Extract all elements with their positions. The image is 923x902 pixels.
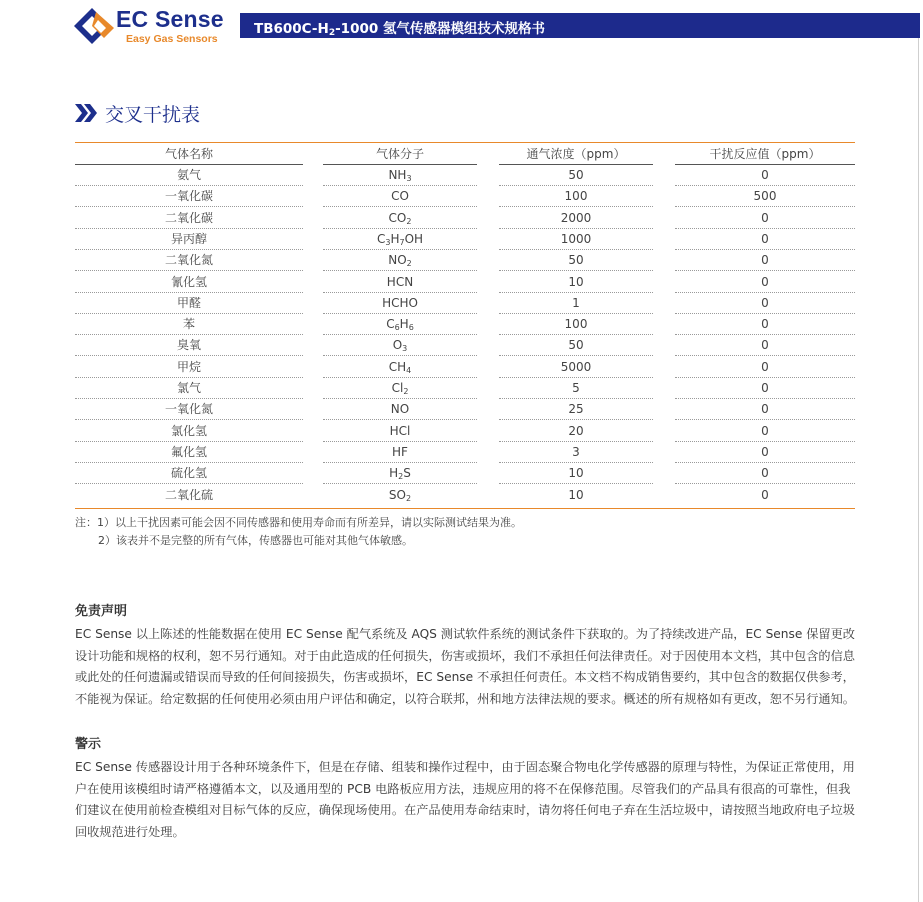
gas-formula-cell [323, 229, 477, 250]
table-row [75, 165, 855, 186]
brand-tagline: Easy Gas Sensors [126, 33, 218, 45]
formula-part: OH [404, 231, 424, 246]
doc-title-prefix: TB600C-H [254, 21, 329, 37]
gas-formula-cell [323, 208, 477, 229]
formula-part: C [376, 231, 386, 246]
page-edge-divider [918, 38, 919, 902]
gas-formula-cell [323, 378, 477, 399]
gas-formula-cell [323, 335, 477, 356]
concentration-cell: 50 [499, 165, 653, 186]
table-row [75, 485, 855, 506]
gas-name-cell: 二氧化硫 [164, 487, 213, 502]
note-1: 注：1）以上干扰因素可能会因不同传感器和使用寿命而有所差异，请以实际测试结果为准。 [75, 516, 522, 529]
response-cell: 0 [675, 335, 855, 356]
concentration-cell: 25 [499, 399, 653, 420]
gas-formula-cell [323, 442, 477, 463]
ec-sense-logo [74, 6, 234, 46]
table-row [75, 229, 855, 250]
formula-part: H [390, 231, 400, 246]
table-row [75, 208, 855, 229]
gas-name-cell: 氯化氢 [75, 421, 303, 442]
formula-part: O [392, 338, 403, 353]
table-top-rule [75, 142, 855, 143]
brand-name: EC Sense [116, 6, 224, 32]
formula-part: H [399, 317, 409, 332]
formula-part: 4 [406, 365, 412, 375]
gas-name-cell: 甲醛 [75, 293, 303, 314]
table-row [75, 442, 855, 463]
gas-formula-cell [323, 250, 477, 271]
gas-name-cell: 氰化氢 [75, 272, 303, 293]
formula-part: C [386, 317, 395, 332]
gas-name-cell: 一氧化碳 [75, 186, 303, 207]
formula-part: SO [388, 487, 406, 502]
concentration-cell: 2000 [499, 208, 653, 229]
formula-part: 2 [406, 259, 412, 269]
table-row [75, 378, 855, 399]
concentration-cell: 20 [499, 421, 653, 442]
table-row [75, 314, 855, 335]
disclaimer-text: EC Sense 以上陈述的性能数据在使用 EC Sense 配气系统及 AQS 测试软件系统的测试条件下获取的。为了持续改进产品，EC Sense 保留更改设计功能和规格的权利，恕不另行通知。对于由此造成的任何损失，伤害或损坏，我们不承担任何法律责任。对于因使用本文档，其中包含的信息或此处的任何遗漏或错误而导致的任何间接损失，伤害或损坏，EC Sense 不承担任何责任。本文档不构成销售要约，其中包含的数据仅供参考，不能视为保证。给定数据的任何使用必须由用户评估和确定，以符合联邦，州和地方法律法规的要求。概述的所有规格如有更改，恕不另行通知。 [75, 627, 855, 706]
table-row [75, 293, 855, 314]
formula-part: 2 [398, 472, 404, 482]
concentration-cell: 100 [499, 314, 653, 335]
page-header [0, 0, 923, 50]
response-cell: 0 [675, 250, 855, 271]
gas-name-cell: 二氧化碳 [75, 208, 303, 229]
doc-title-suffix: -1000 氢气传感器模组技术规格书 [335, 21, 545, 37]
gas-formula-cell [323, 399, 477, 420]
response-cell: 0 [675, 399, 855, 420]
table-notes [75, 514, 522, 550]
gas-formula-cell [323, 485, 477, 506]
header-concentration: 通气浓度（ppm） [499, 144, 653, 165]
formula-part: 3 [402, 344, 408, 354]
gas-name-cell: 臭氧 [75, 335, 303, 356]
gas-name-cell: 甲烷 [75, 357, 303, 378]
cross-interference-table [75, 142, 855, 509]
concentration-cell: 10 [499, 463, 653, 484]
warning-text: EC Sense 传感器设计用于各种环境条件下，但是在存储、组装和操作过程中，由于固态聚合物电化学传感器的原理与特性，为保证正常使用，用户在使用该模组时请严格遵循本文，以及通用型的 PCB 电路板应用方法，违规应用的将不在保修范围。尽管我们的产品具有很高的可靠性，但我们建议在使用前检查模组对目标气体的反应，确保现场使用。在产品使用寿命结束时，请勿将任何电子弃在生活垃圾中，请按照当地政府电子垃圾回收规范进行处理。 [75, 760, 855, 839]
gas-name-cell: 异丙醇 [75, 229, 303, 250]
header-response: 干扰反应值（ppm） [675, 144, 855, 165]
response-cell: 500 [675, 186, 855, 207]
note-2: 2）该表并不是完整的所有气体，传感器也可能对其他气体敏感。 [98, 534, 413, 547]
response-cell: 0 [675, 442, 855, 463]
table-bottom-rule [75, 508, 855, 509]
response-cell: 0 [675, 165, 855, 186]
gas-name-cell: 氯气 [75, 378, 303, 399]
formula-part: Cl [391, 381, 404, 395]
gas-formula-cell [323, 293, 477, 314]
doc-title-subscript: 2 [328, 28, 336, 38]
response-cell: 0 [675, 314, 855, 335]
formula-part: NO [390, 402, 410, 417]
gas-formula-cell [323, 421, 477, 442]
table-row [75, 421, 855, 442]
gas-formula-cell [323, 272, 477, 293]
concentration-cell: 1000 [499, 229, 653, 250]
formula-part: 6 [394, 323, 400, 333]
gas-formula-cell [323, 463, 477, 484]
gas-formula-cell [323, 165, 477, 186]
table-row [75, 399, 855, 420]
formula-part: H [389, 466, 399, 481]
gas-formula-cell [323, 357, 477, 378]
response-cell: 0 [675, 421, 855, 442]
warning-title: 警示 [75, 737, 102, 752]
formula-part: 7 [399, 237, 405, 247]
table-row [75, 250, 855, 271]
section-title: 交叉干扰表 [105, 104, 201, 126]
response-cell: 0 [675, 378, 855, 399]
table-row [75, 335, 855, 356]
formula-part: CO [388, 210, 407, 225]
double-chevron-icon [75, 104, 97, 122]
formula-part: HF [392, 444, 408, 459]
formula-part: HCN [386, 274, 414, 289]
concentration-cell: 3 [499, 442, 653, 463]
gas-name-cell: 一氧化氮 [75, 399, 303, 420]
formula-part: 2 [406, 216, 412, 226]
formula-part: CH [388, 359, 407, 374]
gas-name-cell: 硫化氢 [75, 463, 303, 484]
concentration-cell: 50 [499, 335, 653, 356]
formula-part: 3 [406, 174, 412, 183]
gas-name-cell: 氨气 [75, 165, 303, 186]
gas-name-cell: 二氧化氮 [75, 250, 303, 271]
formula-part: HCHO [382, 295, 418, 310]
concentration-cell: 10 [499, 272, 653, 293]
logo-diamond-icon [74, 8, 114, 44]
concentration-cell: 1 [499, 293, 653, 314]
response-cell: 0 [675, 293, 855, 314]
concentration-cell: 5 [499, 378, 653, 399]
formula-part: 3 [385, 237, 391, 247]
header-gas-formula: 气体分子 [323, 144, 477, 165]
concentration-cell: 50 [499, 250, 653, 271]
header-gas-name: 气体名称 [75, 144, 303, 165]
concentration-cell: 5000 [499, 357, 653, 378]
response-cell: 0 [675, 357, 855, 378]
formula-part: NH [388, 168, 407, 182]
response-cell: 0 [675, 229, 855, 250]
gas-name-cell: 苯 [75, 314, 303, 335]
table-row [75, 357, 855, 378]
table-header-row [75, 144, 855, 165]
formula-part: CO [391, 189, 409, 204]
concentration-cell: 100 [499, 186, 653, 207]
formula-part: 6 [408, 323, 414, 333]
gas-formula-cell [323, 186, 477, 207]
gas-formula-cell [323, 314, 477, 335]
table-row [75, 463, 855, 484]
formula-part: S [403, 466, 411, 481]
response-cell: 0 [675, 208, 855, 229]
document-title-bar [240, 13, 920, 38]
table-row [75, 272, 855, 293]
formula-part: HCl [389, 423, 411, 438]
disclaimer-title: 免责声明 [75, 604, 128, 619]
table-row [75, 186, 855, 207]
response-cell: 0 [675, 463, 855, 484]
formula-part: 2 [403, 387, 409, 396]
response-cell: 0 [675, 272, 855, 293]
gas-name-cell: 氟化氢 [75, 442, 303, 463]
response-cell: 0 [761, 487, 769, 502]
formula-part: 2 [405, 493, 412, 503]
formula-part: NO [388, 253, 407, 268]
concentration-cell: 10 [568, 487, 584, 502]
